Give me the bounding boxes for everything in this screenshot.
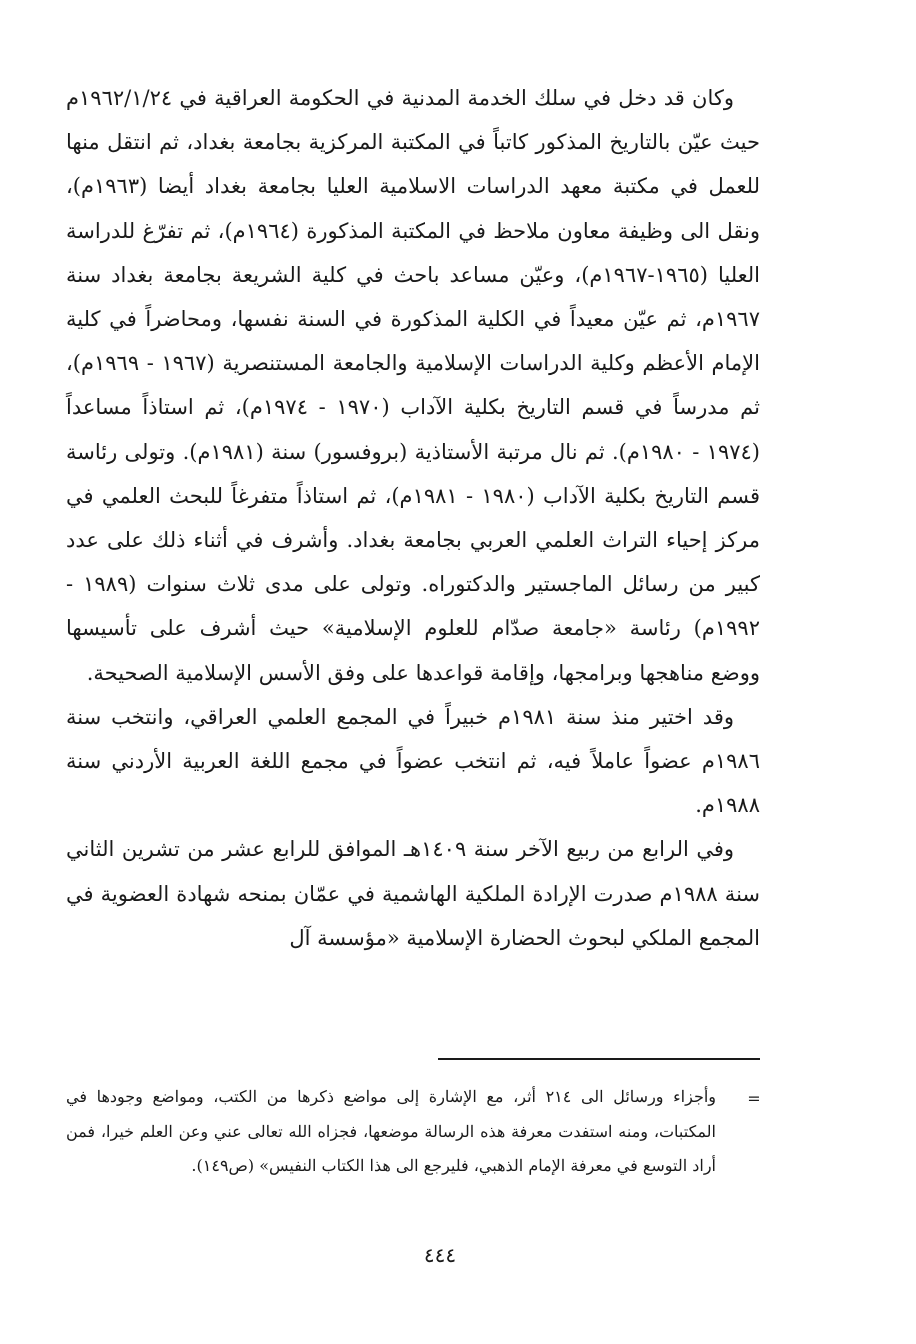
paragraph-academy-membership: وقد اختير منذ سنة ١٩٨١م خبيراً في المجمع العلمي العراقي، وانتخب سنة ١٩٨٦م عضواً عاملاً فيه، ثم انتخب عضواً في مجمع اللغة العربية الأردني سنة ١٩٨٨م. xyxy=(66,704,760,818)
footnote-text: وأجزاء ورسائل الى ٢١٤ أثر، مع الإشارة إلى مواضع ذكرها من الكتب، ومواضع وجودها في المكتبات، ومنه استفدت معرفة هذه الرسالة موضعها، فجزاه الله تعالى عني وعن العلم خيرا، فمن أراد التوسع في معرفة الإمام الذهبي، فليرجع الى هذا الكتاب النفيس» (ص١٤٩). xyxy=(66,1087,717,1175)
page-number: ٤٤٤ xyxy=(423,1243,457,1267)
paragraph-biography: وكان قد دخل في سلك الخدمة المدنية في الحكومة العراقية في ١٩٦٢/١/٢٤م حيث عيّن بالتاريخ المذكور كاتباً في المكتبة المركزية بجامعة بغداد، ثم انتقل منها للعمل في مكتبة معهد الدراسات الاسلامية العليا بجامعة بغداد أيضا (١٩٦٣م)، ونقل الى وظيفة معاون ملاحظ في المكتبة المذكورة (١٩٦٤م)، ثم تفرّغ للدراسة العليا (١٩٦٥-١٩٦٧م)، وعيّن مساعد باحث في كلية الشريعة بجامعة بغداد سنة ١٩٦٧م، ثم عيّن معيداً في الكلية المذكورة في السنة نفسها، ومحاضراً في كلية الإمام الأعظم وكلية الدراسات الإسلامية والجامعة المستنصرية (١٩٦٧ - ١٩٦٩م)، ثم مدرساً في قسم التاريخ بكلية الآداب (١٩٧٠ - ١٩٧٤م)، ثم استاذاً مساعداً (١٩٧٤ - ١٩٨٠م). ثم نال مرتبة الأستاذية (بروفسور) سنة (١٩٨١م). وتولى رئاسة قسم التاريخ بكلية الآداب (١٩٨٠ - ١٩٨١م)، ثم استاذاً متفرغاً للبحث العلمي في مركز إحياء التراث العلمي العربي بجامعة بغداد. وأشرف في أثناء ذلك على عدد كبير من رسائل الماجستير والدكتوراه. وتولى على مدى ثلاث سنوات (١٩٨٩ - ١٩٩٢م) رئاسة «جامعة صدّام للعلوم الإسلامية» حيث أشرف على تأسيسها ووضع مناهجها وبرامجها، وإقامة قواعدها على وفق الأسس الإسلامية الصحيحة. xyxy=(66,86,761,685)
paragraph-royal-academy: وفي الرابع من ربيع الآخر سنة ١٤٠٩هـ الموافق للرابع عشر من تشرين الثاني سنة ١٩٨٨م صدرت الإرادة الملكية الهاشمية في عمّان بمنحه شهادة العضوية في المجمع الملكي لبحوث الحضارة الإسلامية «مؤسسة آل xyxy=(66,837,761,950)
main-text-block xyxy=(66,76,760,960)
footnote-continuation-marker: = xyxy=(747,1089,761,1108)
footnote-separator xyxy=(438,1058,760,1060)
